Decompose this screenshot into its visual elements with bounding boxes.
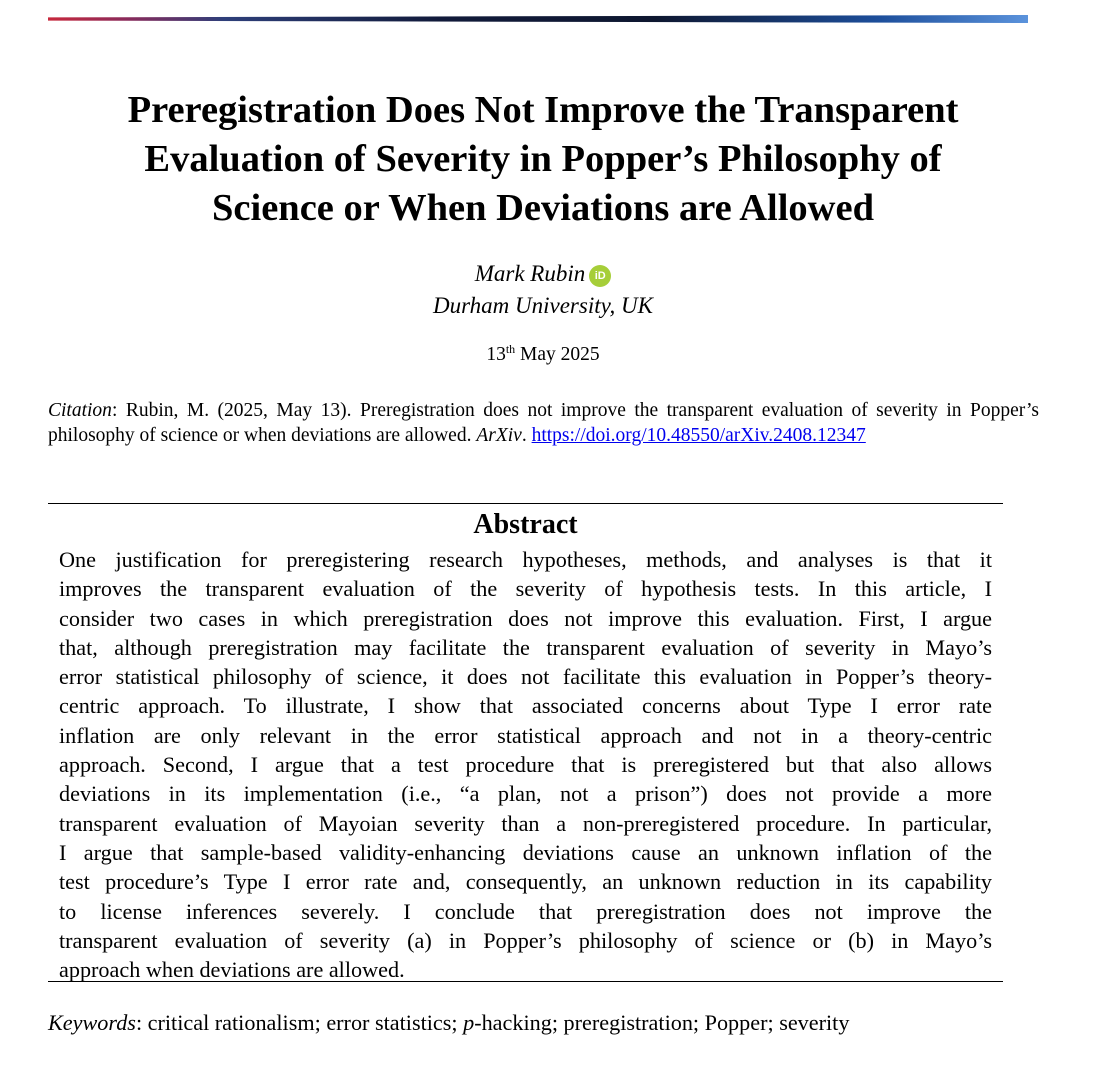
paper-title bbox=[56, 86, 1030, 233]
abstract-line: approach when deviations are allowed. bbox=[59, 957, 405, 983]
author-name: Mark Rubin bbox=[474, 261, 586, 286]
abstract-line: that, although preregistration may facilitate the transparent evaluation of severity in Mayo’s bbox=[59, 634, 992, 660]
doi-link[interactable]: https://doi.org/10.48550/arXiv.2408.12347 bbox=[531, 425, 866, 446]
citation-journal: ArXiv bbox=[476, 425, 522, 446]
abstract-line: to license inferences severely. I conclude that preregistration does not improve the bbox=[59, 898, 992, 924]
abstract-line: centric approach. To illustrate, I show that associated concerns about Type I error rate bbox=[59, 693, 992, 719]
abstract-line: transparent evaluation of Mayoian severity than a non-preregistered procedure. In particular, bbox=[59, 810, 992, 836]
abstract-line: approach. Second, I argue that a test procedure that is preregistered but that also allows bbox=[59, 752, 992, 778]
header-decorative-bar bbox=[48, 15, 1028, 23]
title-line: Preregistration Does Not Improve the Transparent bbox=[127, 89, 959, 131]
abstract-bottom-rule bbox=[48, 981, 1003, 982]
abstract-line: test procedure’s Type I error rate and, consequently, an unknown reduction in its capability bbox=[59, 869, 992, 895]
abstract-line: error statistical philosophy of science, it does not facilitate this evaluation in Popper’s theory- bbox=[59, 664, 992, 690]
orcid-icon[interactable]: iD bbox=[589, 265, 611, 287]
date-day: 13 bbox=[486, 344, 506, 365]
abstract-line: transparent evaluation of severity (a) in Popper’s philosophy of science or (b) in Mayo’s bbox=[59, 927, 992, 953]
keywords-label: Keywords bbox=[48, 1010, 136, 1035]
author-line bbox=[0, 259, 1086, 289]
abstract-top-rule bbox=[48, 503, 1003, 504]
date-day-suffix: th bbox=[505, 342, 516, 356]
abstract-line: improves the transparent evaluation of the severity of hypothesis tests. In this article, I bbox=[59, 576, 992, 602]
keywords-italic-p: p bbox=[463, 1010, 475, 1035]
keywords-text-1: : critical rationalism; error statistics; bbox=[135, 1010, 464, 1035]
abstract-body bbox=[59, 545, 992, 984]
citation-text: : Rubin, M. (2025, May 13). Preregistration does not improve the transparent evaluation of severity in Popper’s philosophy of science or when deviations are allowed. bbox=[48, 400, 1039, 446]
keywords-text-2: -hacking; preregistration; Popper; severity bbox=[474, 1010, 850, 1035]
title-line: Science or When Deviations are Allowed bbox=[212, 187, 874, 229]
title-line: Evaluation of Severity in Popper’s Philosophy of bbox=[144, 138, 942, 180]
abstract-line: deviations in its implementation (i.e., “a plan, not a prison”) does not provide a more bbox=[59, 781, 992, 807]
author-affiliation: Durham University, UK bbox=[433, 293, 653, 318]
citation-period: . bbox=[521, 425, 527, 446]
keywords-line bbox=[48, 1009, 1048, 1037]
abstract-line: I argue that sample-based validity-enhancing deviations cause an unknown inflation of the bbox=[59, 839, 992, 865]
abstract-line: One justification for preregistering research hypotheses, methods, and analyses is that it bbox=[59, 547, 992, 572]
publication-date bbox=[0, 342, 1086, 368]
abstract-line: consider two cases in which preregistration does not improve this evaluation. First, I argue bbox=[59, 605, 992, 631]
abstract-heading: Abstract bbox=[473, 509, 578, 540]
abstract-line: inflation are only relevant in the error statistical approach and not in a theory-centric bbox=[59, 722, 992, 748]
date-month-year: May 2025 bbox=[520, 344, 600, 365]
citation-block bbox=[48, 398, 1039, 448]
citation-label: Citation bbox=[48, 400, 112, 421]
